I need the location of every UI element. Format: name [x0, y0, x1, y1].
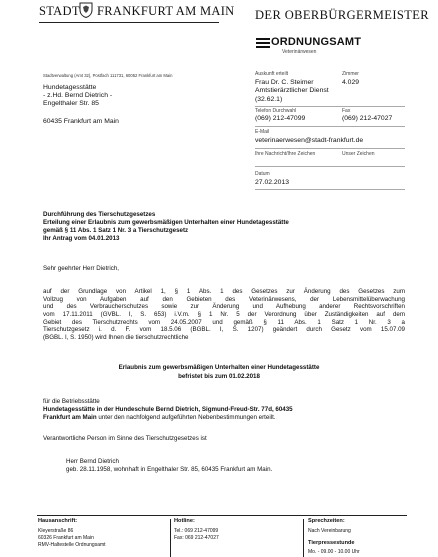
office-title: DER OBERBÜRGERMEISTER — [255, 8, 430, 22]
business-city: Frankfurt am Main — [43, 414, 97, 421]
fax-value: (069) 212-47027 — [342, 115, 393, 122]
zimmer-value: 4.029 — [342, 79, 360, 86]
footer-hotline-label: Hotline: — [174, 518, 195, 524]
auskunft-dept: (32.62.1) — [255, 96, 283, 103]
datum-value: 27.02.2013 — [255, 179, 290, 186]
auskunft-role: Amtstierärztlicher Dienst — [255, 87, 329, 94]
telefon-value: (069) 212-47099 — [255, 115, 306, 122]
footer-divider — [37, 515, 407, 516]
auskunft-name: Frau Dr. C. Steimer — [255, 79, 314, 86]
recipient-line-1: Hundetagesstätte — [43, 84, 97, 91]
email-label: E-Mail — [255, 129, 270, 135]
ihre-zeichen-label: Ihre Nachricht/Ihre Zeichen — [255, 151, 316, 157]
subject-line-2: Erteilung einer Erlaubnis zum gewerbsmäßigen Unterhalten einer Hundetagesstätte — [43, 219, 289, 226]
footer-hotline-fax: Fax: 069 212-47027 — [174, 535, 219, 541]
business-line-2-rest: unter den nachfolgend aufgeführten Nebenbestimmungen erteilt. — [96, 414, 276, 421]
recipient-line-3: Engelthaler Str. 85 — [43, 100, 99, 107]
unser-zeichen-label: Unser Zeichen — [342, 151, 375, 157]
responsible-label: Verantwortliche Person im Sinne des Tierschutzgesetzes ist — [43, 435, 207, 442]
body-line: (BGBL. I, S. 1950) wird Ihnen die tierschutzrechtliche — [43, 333, 189, 341]
fax-label: Fax — [342, 108, 351, 114]
zimmer-label: Zimmer — [342, 71, 359, 77]
department-stripes-icon — [256, 38, 270, 50]
body-line: Gebiet des Tierschutzrechts vom 24.05.2007 und gemäß § 11 Abs. 1 Satz 1 Nr. 3 a — [43, 318, 405, 326]
recipient-line-2: - z.Hd. Bernd Dietrich - — [43, 92, 113, 99]
recipient-line-4: 60435 Frankfurt am Main — [43, 118, 119, 125]
permit-validity: befristet bis zum 01.02.2018 — [178, 373, 260, 380]
department-subtitle: Veterinärwesen — [282, 49, 317, 55]
salutation: Sehr geehrter Herr Dietrich, — [43, 265, 119, 272]
subject-line-3: gemäß § 11 Abs. 1 Satz 1 Nr. 3 a Tierschutzgesetz — [43, 227, 189, 234]
body-line: auf der Grundlage von Artikel 1, § 1 Abs. 1 des Gesetzes zur Änderung des Gesetzes zum — [43, 288, 405, 295]
sender-return-line: Stadtverwaltung (Amt 32), Postfach 111731, 60052 Frankfurt am Main — [43, 73, 173, 78]
responsible-name: Herr Bernd Dietrich — [66, 458, 119, 465]
email-value[interactable]: veterinaerwesen@stadt-frankfurt.de — [255, 137, 364, 144]
body-line: vom 17.11.2011 (GVBL. I, S. 653) i.V.m. § 1 Nr. 5 der Verordnung über Zuständigkeiten auf dem — [43, 310, 405, 318]
datum-label: Datum — [255, 171, 270, 177]
subject-line-1: Durchführung des Tierschutzgesetzes — [43, 211, 156, 218]
body-paragraph — [43, 288, 405, 342]
business-line-1: Hundetagesstätte in der Hundeschule Bernd Dietrich, Sigmund-Freud-Str. 77d, 60435 — [43, 406, 293, 413]
city-coat-of-arms-icon — [79, 2, 93, 18]
footer-address-line-3: RMV-Haltestelle Ordnungsamt — [38, 542, 106, 548]
telefon-label: Telefon Durchwahl — [255, 108, 297, 114]
business-line-2 — [43, 414, 276, 421]
auskunft-label: Auskunft erteilt — [255, 71, 289, 77]
body-line: Vollzug von Aufgaben auf den Gebieten des Veterinärwesens, der Lebensmittelüberwachung — [43, 295, 405, 303]
footer-sprechzeiten-label: Sprechzeiten: — [308, 518, 345, 524]
footer-hotline-tel: Tel.: 069 212-47099 — [174, 528, 219, 534]
city-logo-right: FRANKFURT AM MAIN — [97, 4, 235, 18]
city-logo-left: STADT — [39, 4, 80, 18]
footer-address-line-2: 60326 Frankfurt am Main — [38, 535, 94, 541]
footer-address-label: Hausanschrift: — [38, 518, 78, 524]
responsible-detail: geb. 28.11.1958, wohnhaft in Engelthaler Str. 85, 60435 Frankfurt am Main. — [66, 466, 273, 473]
footer-tier-value: Mo. - 09.00 - 10.00 Uhr — [308, 549, 360, 555]
body-line: und des Verbraucherschutzes sowie zur Änderung und Aufhebung anderer Rechtsvorschriften — [43, 303, 405, 311]
business-intro: für die Betriebsstätte — [43, 398, 100, 405]
department-name: ORDNUNGSAMT — [271, 36, 362, 48]
footer-address-line-1: Kleyerstraße 86 — [38, 528, 74, 534]
subject-line-4: Ihr Antrag vom 04.01.2013 — [43, 235, 120, 242]
permit-title: Erlaubnis zum gewerbsmäßigen Unterhalten einer Hundetagesstätte — [118, 364, 320, 371]
footer-sprechzeiten-value: Nach Vereinbarung — [308, 528, 351, 534]
body-line: Tierschutzgesetz i. d. F. vom 18.5.06 (BGBL. I, S. 1207) geändert durch Gesetz vom 15.07.09 — [43, 326, 405, 334]
footer-tier-label: Tierpressestunde — [308, 540, 355, 546]
logo-underline — [39, 22, 219, 23]
